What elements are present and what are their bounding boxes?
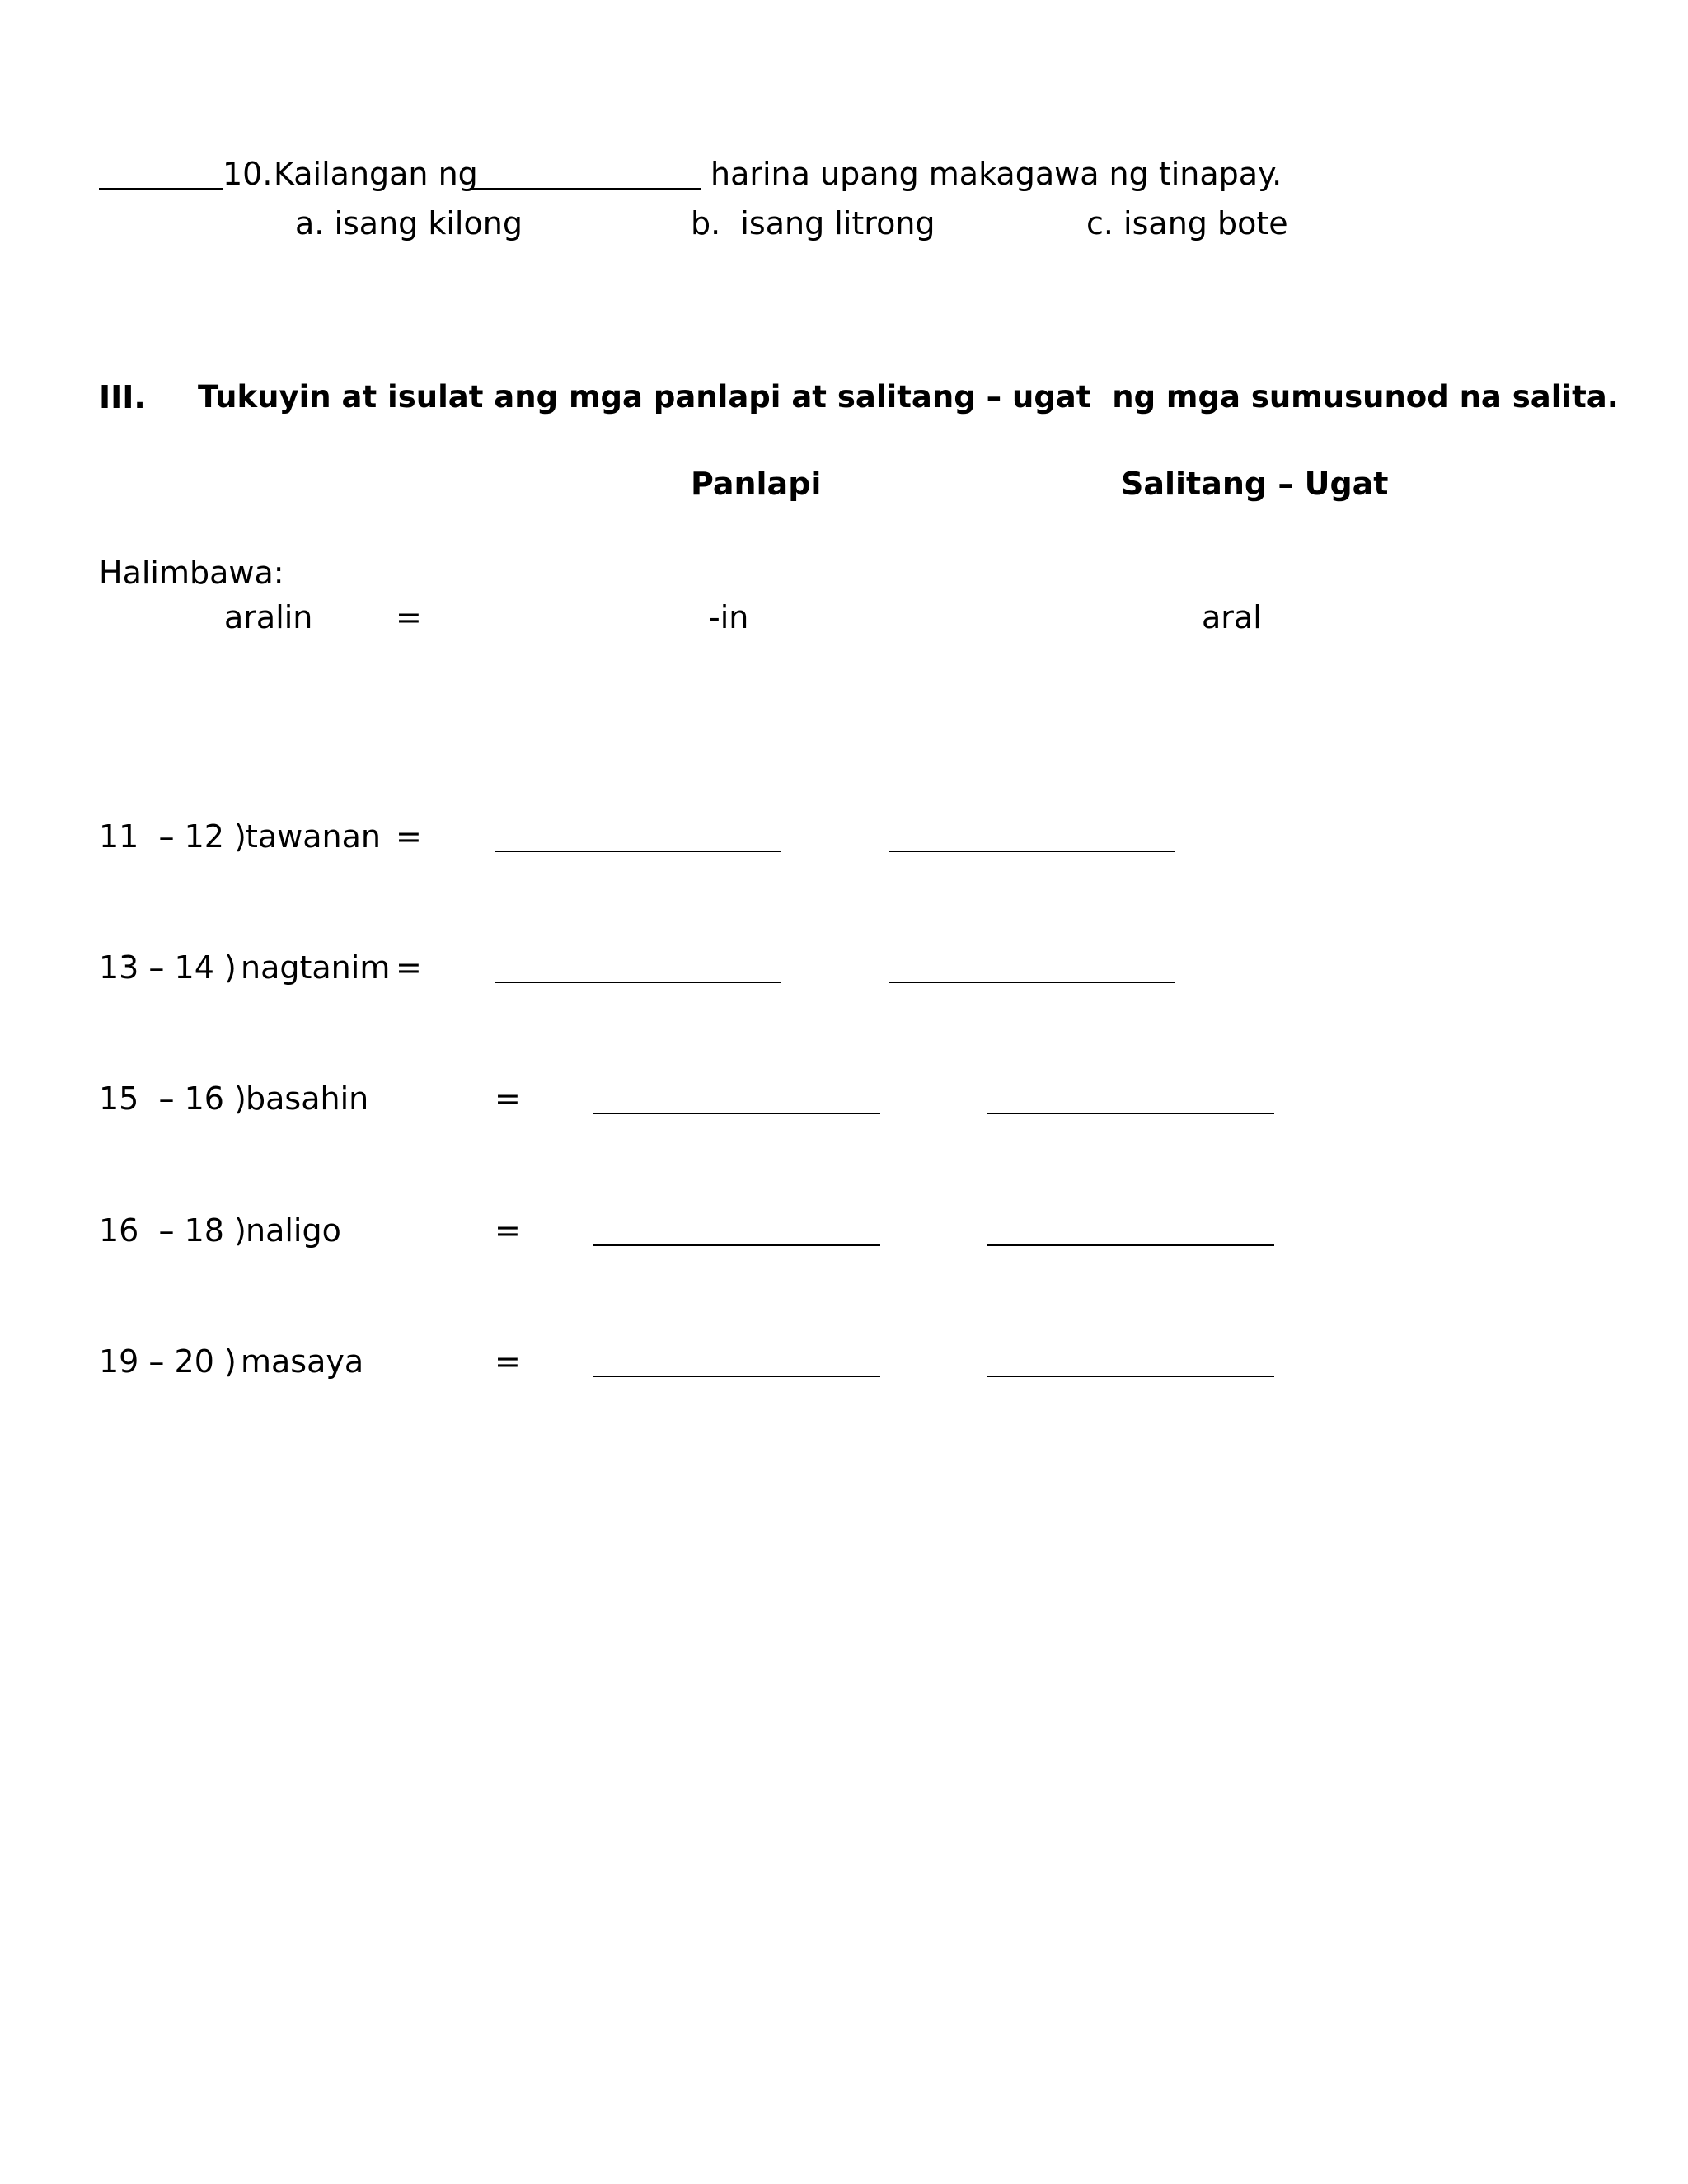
question-number: 10. <box>223 156 273 192</box>
question-text-after: harina upang makagawa ng tinapay. <box>710 156 1282 192</box>
panlapi-blank[interactable] <box>593 1376 880 1377</box>
salitang-ugat-blank[interactable] <box>889 982 1175 983</box>
item-number: 19 – 20 ) <box>99 1343 237 1380</box>
item-number: 11 – 12 ) <box>99 818 246 855</box>
example-label: Halimbawa: <box>99 555 284 591</box>
item-word: basahin <box>246 1080 369 1117</box>
item-word: nagtanim <box>241 949 391 986</box>
panlapi-blank[interactable] <box>593 1244 880 1246</box>
item-equals: = <box>396 949 422 986</box>
choice-a: a. isang kilong <box>295 205 523 241</box>
example-word: aralin <box>224 599 313 635</box>
panlapi-blank[interactable] <box>593 1113 880 1114</box>
salitang-ugat-blank[interactable] <box>987 1376 1274 1377</box>
choice-b: b. isang litrong <box>691 205 935 241</box>
answer-blank-10[interactable] <box>99 188 223 190</box>
item-word: naligo <box>246 1212 341 1249</box>
item-word: masaya <box>241 1343 364 1380</box>
item-number: 15 – 16 ) <box>99 1080 246 1117</box>
panlapi-blank[interactable] <box>495 982 781 983</box>
salitang-ugat-blank[interactable] <box>889 851 1175 852</box>
salitang-ugat-blank[interactable] <box>987 1113 1274 1114</box>
column-header-salitang-ugat: Salitang – Ugat <box>1121 466 1389 502</box>
item-number: 16 – 18 ) <box>99 1212 246 1249</box>
item-equals: = <box>495 1080 521 1117</box>
item-equals: = <box>396 818 422 855</box>
question-text-before: Kailangan ng <box>274 156 478 192</box>
item-number: 13 – 14 ) <box>99 949 237 986</box>
panlapi-blank[interactable] <box>495 851 781 852</box>
example-equals: = <box>396 599 422 635</box>
section-instruction: Tukuyin at isulat ang mga panlapi at salitang – ugat ng mga sumusunod na salita. <box>198 379 1619 415</box>
column-header-panlapi: Panlapi <box>691 466 822 502</box>
choice-c: c. isang bote <box>1086 205 1288 241</box>
item-word: tawanan <box>246 818 382 855</box>
salitang-ugat-blank[interactable] <box>987 1244 1274 1246</box>
section-numeral: III. <box>99 379 146 415</box>
example-salitang-ugat: aral <box>1202 599 1262 635</box>
item-equals: = <box>495 1343 521 1380</box>
item-equals: = <box>495 1212 521 1249</box>
example-panlapi: -in <box>709 599 749 635</box>
fill-in-blank[interactable] <box>470 188 701 190</box>
